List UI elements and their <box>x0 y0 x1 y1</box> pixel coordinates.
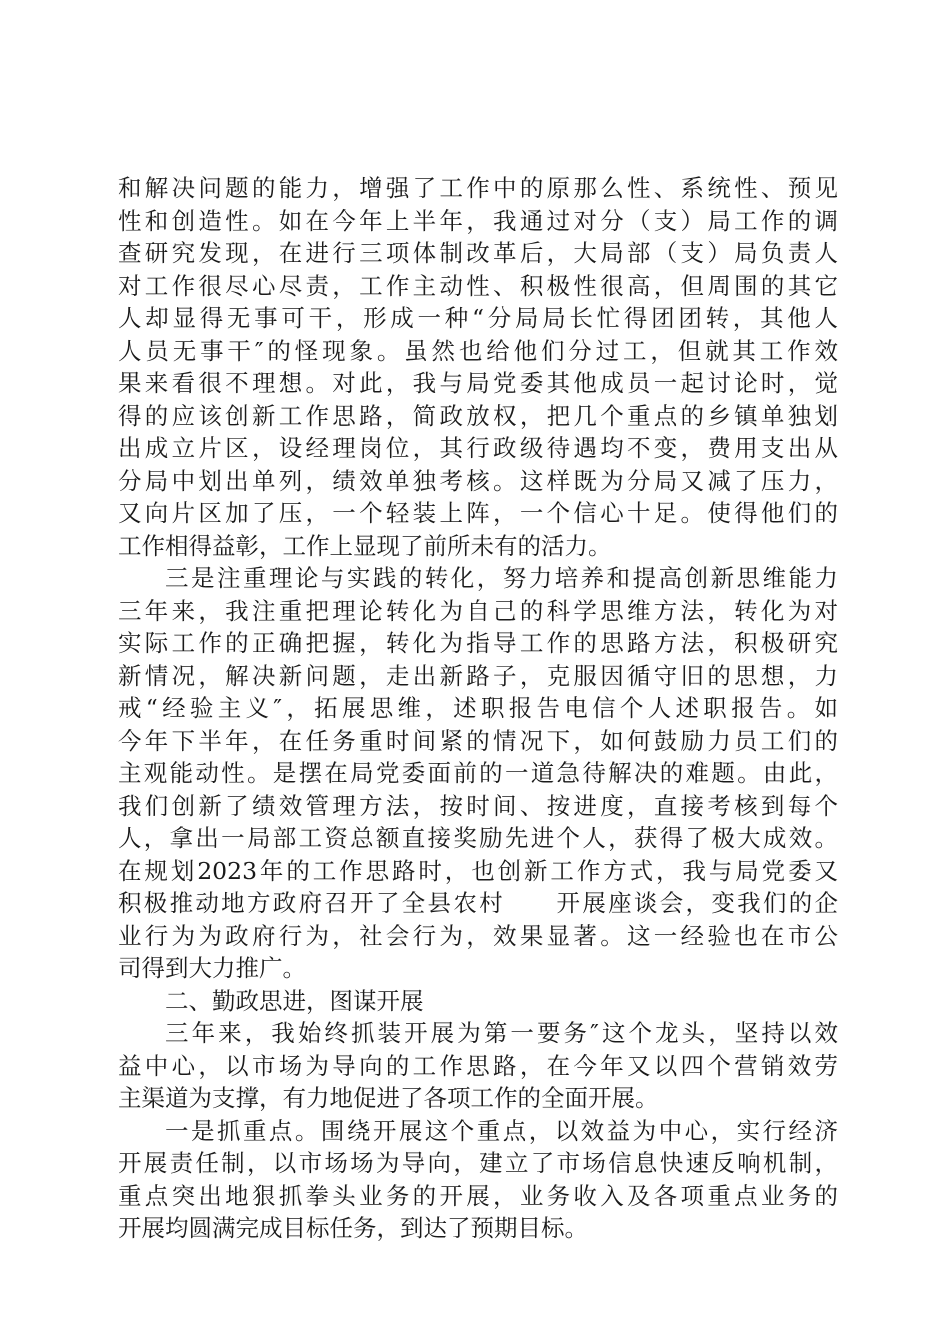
text-line: 重点突出地狠抓拳头业务的开展，业务收入及各项重点业务的 <box>118 1181 838 1210</box>
text-line: 得的应该创新工作思路，简政放权，把几个重点的乡镇单独划 <box>118 401 838 430</box>
text-line: 性和创造性。如在今年上半年，我通过对分（支）局工作的调 <box>118 206 838 235</box>
text-line: 业行为为政府行为，社会行为，效果显著。这一经验也在市公 <box>118 921 838 950</box>
text-line: 主渠道为支撑，有力地促进了各项工作的全面开展。 <box>118 1084 659 1112</box>
text-line: 又向片区加了压，一个轻装上阵，一个信心十足。使得他们的 <box>118 499 838 527</box>
text-line: 三年来，我注重把理论转化为自己的科学思维方法，转化为对 <box>118 596 838 625</box>
text-line: 积极推动地方政府召开了全县农村 开展座谈会，变我们的企 <box>118 889 838 917</box>
text-line: 新情况，解决新问题，走出新路子，克服因循守旧的思想，力 <box>118 661 838 690</box>
text-line: 实际工作的正确把握，转化为指导工作的思路方法，积极研究 <box>118 629 838 657</box>
text-line: 开展均圆满完成目标任务，到达了预期目标。 <box>118 1214 588 1242</box>
text-line: 在规划2023年的工作思路时，也创新工作方式，我与局党委又 <box>118 856 838 885</box>
text-line: 三年来，我始终抓装开展为第一要务″这个龙头，坚持以效 <box>165 1019 838 1047</box>
text-line: 分局中划出单列，绩效单独考核。这样既为分局又减了压力， <box>118 466 838 495</box>
text-line: 开展责任制，以市场场为导向，建立了市场信息快速反响机制， <box>118 1149 838 1177</box>
text-line: 人，拿出一局部工资总额直接奖励先进个人，获得了极大成效。 <box>118 824 838 852</box>
text-line: 司得到大力推广。 <box>118 954 306 982</box>
text-line: 主观能动性。是摆在局党委面前的一道急待解决的难题。由此， <box>118 759 838 787</box>
document-body <box>118 172 838 1245</box>
text-line: 人却显得无事可干，形成一种“分局局长忙得团团转，其他人 <box>118 304 838 332</box>
text-line: 今年下半年，在任务重时间紧的情况下，如何鼓励力员工们的 <box>118 726 838 755</box>
text-line: 益中心，以市场为导向的工作思路，在今年又以四个营销效劳 <box>118 1051 838 1080</box>
text-line: 二、勤政思进，图谋开展 <box>165 986 424 1015</box>
text-line: 查研究发现，在进行三项体制改革后，大局部（支）局负责人 <box>118 239 838 267</box>
text-line: 三是注重理论与实践的转化，努力培养和提高创新思维能力 <box>165 564 838 592</box>
text-line: 一是抓重点。围绕开展这个重点，以效益为中心，实行经济 <box>165 1116 838 1145</box>
text-line: 对工作很尽心尽责，工作主动性、积极性很高，但周围的其它 <box>118 271 838 300</box>
text-line: 戒“经验主义″，拓展思维，述职报告电信个人述职报告。如 <box>118 694 838 722</box>
text-line: 果来看很不理想。对此，我与局党委其他成员一起讨论时，觉 <box>118 369 838 397</box>
text-line: 和解决问题的能力，增强了工作中的原那么性、系统性、预见 <box>118 174 838 202</box>
text-line: 出成立片区，设经理岗位，其行政级待遇均不变，费用支出从 <box>118 434 838 462</box>
text-line: 人员无事干″的怪现象。虽然也给他们分过工，但就其工作效 <box>118 336 838 365</box>
text-line: 我们创新了绩效管理方法，按时间、按进度，直接考核到每个 <box>118 791 838 820</box>
text-line: 工作相得益彰，工作上显现了前所未有的活力。 <box>118 531 612 560</box>
